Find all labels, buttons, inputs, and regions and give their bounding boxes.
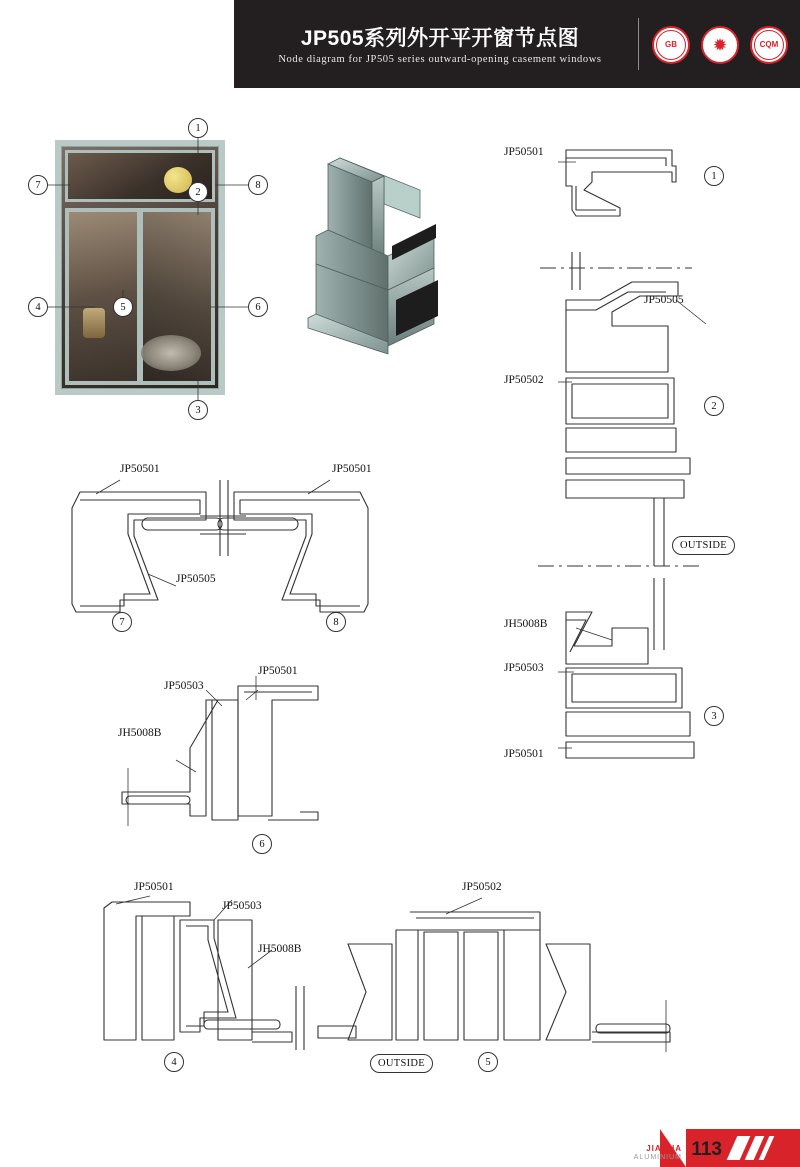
callout-4-photo: 4 [28,297,48,317]
callout-5-photo: 5 [113,297,133,317]
callout-6-section: 6 [252,834,272,854]
page-number: 113 [691,1139,722,1160]
label-jh5008b-s4: JH5008B [258,943,302,955]
callout-1-photo: 1 [188,118,208,138]
label-jp50503-s6: JP50503 [164,680,204,692]
label-jp50501-s6: JP50501 [258,665,298,677]
label-jh5008b-node3: JH5008B [504,618,548,630]
jiahua-logo-mark [730,1136,786,1160]
label-jp50505-node2: JP50505 [644,294,684,306]
label-jp50501-node3: JP50501 [504,748,544,760]
callout-1-section: 1 [704,166,724,186]
callout-7-section: 7 [112,612,132,632]
star-icon: ✹ [713,36,727,54]
callout-5-section: 5 [478,1052,498,1072]
callout-6-photo: 6 [248,297,268,317]
label-jp50502-node2: JP50502 [504,374,544,386]
page-title: JP505系列外开平开窗节点图 [300,27,580,50]
callout-3-section: 3 [704,706,724,726]
cqm-logo-label: CQM [754,30,784,60]
footer-brand-line2: ALUMINIUM [633,1153,682,1161]
callout-3-photo: 3 [188,400,208,420]
label-jp50503-s4: JP50503 [222,900,262,912]
page-subtitle: Node diagram for JP505 series outward-opening casement windows [278,54,602,65]
gb-logo-label: GB [656,30,686,60]
callout-4-section: 4 [164,1052,184,1072]
label-jp50501-left-78: JP50501 [120,463,160,475]
label-jp50501-s4: JP50501 [134,881,174,893]
callout-2-photo: 2 [188,182,208,202]
label-jp50501-node1: JP50501 [504,146,544,158]
callout-8-photo: 8 [248,175,268,195]
label-jp50502-s5: JP50502 [462,881,502,893]
outside-tag-bottom: OUTSIDE [370,1054,433,1073]
callout-2-section: 2 [704,396,724,416]
callout-7-photo: 7 [28,175,48,195]
page-footer [0,1129,800,1167]
callout-8-section: 8 [326,612,346,632]
label-jh5008b-s6: JH5008B [118,727,162,739]
outside-tag-right: OUTSIDE [672,536,735,555]
footer-brand [634,1145,682,1161]
label-jp50505-78: JP50505 [176,573,216,585]
label-jp50501-right-78: JP50501 [332,463,372,475]
label-jp50503-node3: JP50503 [504,662,544,674]
footer-brand-line1: JIAHUA [646,1144,682,1154]
footer-white-wedge [0,1129,660,1167]
